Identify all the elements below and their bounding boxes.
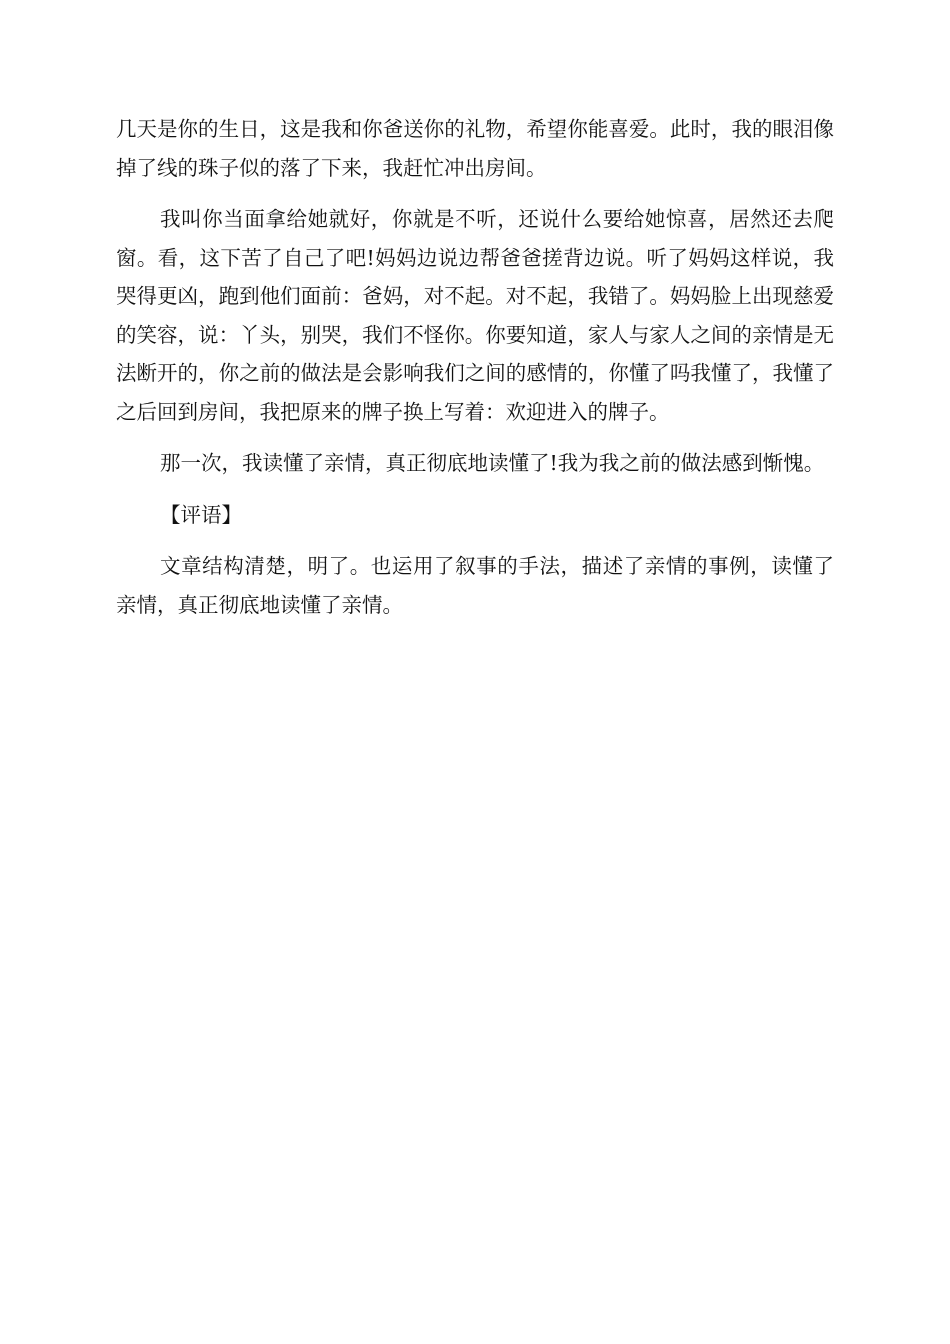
story-paragraph-continuation: 几天是你的生日，这是我和你爸送你的礼物，希望你能喜爱。此时，我的眼泪像掉了线的珠子似的落了下来，我赶忙冲出房间。 (116, 117, 834, 180)
document-page (116, 110, 834, 637)
comment-paragraph: 文章结构清楚，明了。也运用了叙事的手法，描述了亲情的事例，读懂了亲情，真正彻底地读懂了亲情。 (116, 554, 834, 617)
comment-heading: 【评语】 (160, 502, 242, 527)
story-paragraph-conclusion: 那一次，我读懂了亲情，真正彻底地读懂了!我为我之前的做法感到惭愧。 (160, 451, 825, 475)
story-paragraph-dialogue: 我叫你当面拿给她就好，你就是不听，还说什么要给她惊喜，居然还去爬窗。看，这下苦了自己了吧!妈妈边说边帮爸爸搓背边说。听了妈妈这样说，我哭得更凶，跑到他们面前：爸妈，对不起。对不起，我错了。妈妈脸上出现慈爱的笑容，说：丫头，别哭，我们不怪你。你要知道，家人与家人之间的亲情是无法断开的，你之前的做法是会影响我们之间的感情的，你懂了吗我懂了，我懂了之后回到房间，我把原来的牌子换上写着：欢迎进入的牌子。 (116, 207, 834, 424)
